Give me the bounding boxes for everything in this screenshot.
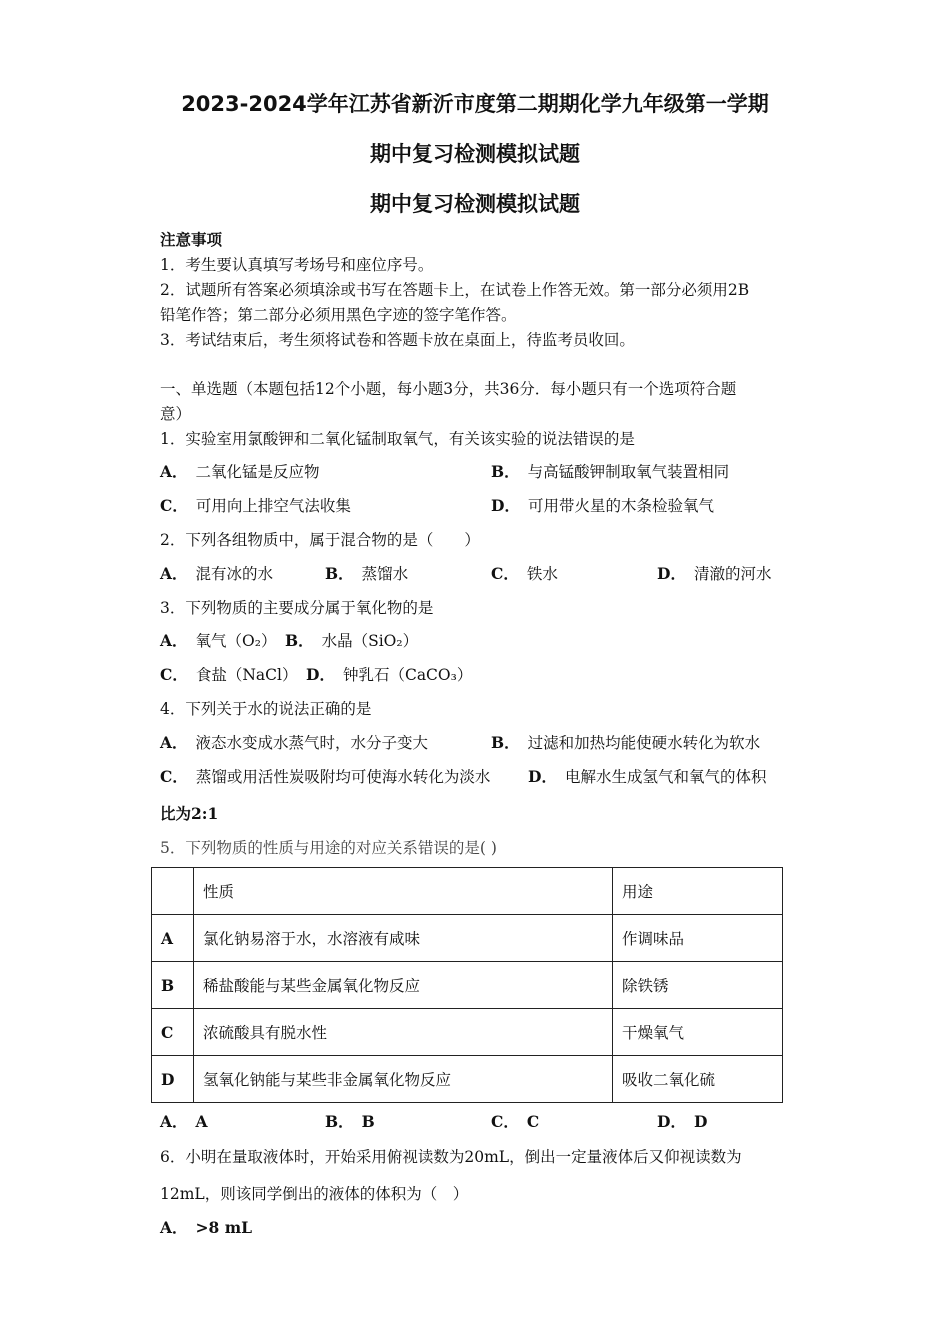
q5-option-c: C． C	[491, 1112, 540, 1131]
q4-option-b: B． 过滤和加热均能使硬水转化为软水	[491, 733, 761, 752]
table-row	[152, 915, 783, 962]
q3-option-c: C． 食盐（NaCl）	[160, 665, 298, 684]
section-heading-cont: 意）	[160, 405, 192, 423]
q5-option-b: B． B	[325, 1112, 375, 1131]
q6-option-a: A． >8 mL	[160, 1218, 252, 1237]
table-header-row	[152, 868, 783, 915]
q1-option-b: B． 与高锰酸钾制取氧气装置相同	[491, 462, 730, 481]
table-row	[152, 962, 783, 1009]
question-6-stem: 6．小明在量取液体时，开始采用俯视读数为20mL，倒出一定量液体后又仰视读数为	[160, 1148, 742, 1166]
table-header-cell: 用途	[613, 868, 783, 915]
table-header-cell	[152, 868, 194, 915]
table-cell: D	[152, 1056, 194, 1103]
question-5-stem: 5．下列物质的性质与用途的对应关系错误的是( )	[160, 839, 497, 857]
q3-option-a: A． 氧气（O₂）	[160, 631, 277, 650]
q2-option-c: C． 铁水	[491, 564, 558, 583]
question-2-stem: 2．下列各组物质中，属于混合物的是（ ）	[160, 531, 480, 549]
notes-item: 2．试题所有答案必须填涂或书写在答题卡上，在试卷上作答无效。第一部分必须用2B	[160, 281, 750, 299]
q4-option-a: A． 液态水变成水蒸气时，水分子变大	[160, 733, 429, 752]
table-cell: 作调味品	[613, 915, 783, 962]
notes-item: 3．考试结束后，考生须将试卷和答题卡放在桌面上，待监考员收回。	[160, 331, 635, 349]
q1-option-c: C． 可用向上排空气法收集	[160, 496, 351, 515]
q5-option-a: A． A	[160, 1112, 208, 1131]
page-title: 2023-2024学年江苏省新沂市度第二期期化学九年级第一学期	[181, 92, 769, 116]
q2-option-b: B． 蒸馏水	[325, 564, 409, 583]
q4-option-d: D． 电解水生成氢气和氧气的体积	[528, 767, 767, 786]
table-cell: 稀盐酸能与某些金属氧化物反应	[194, 962, 613, 1009]
page-subtitle-repeat: 期中复习检测模拟试题	[370, 192, 580, 216]
question-6-stem-cont: 12mL，则该同学倒出的液体的体积为（ ）	[160, 1185, 469, 1203]
table-cell: 吸收二氧化硫	[613, 1056, 783, 1103]
table-cell: 除铁锈	[613, 962, 783, 1009]
q4-option-d-continuation: 比为2:1	[160, 804, 219, 823]
page-subtitle: 期中复习检测模拟试题	[370, 142, 580, 166]
notes-heading: 注意事项	[160, 230, 223, 249]
q2-option-a: A． 混有冰的水	[160, 564, 274, 583]
table-row	[152, 1009, 783, 1056]
table-cell: 氯化钠易溶于水，水溶液有咸味	[194, 915, 613, 962]
question-3-stem: 3．下列物质的主要成分属于氧化物的是	[160, 599, 434, 617]
table-cell: A	[152, 915, 194, 962]
table-cell: C	[152, 1009, 194, 1056]
q5-option-d: D． D	[657, 1112, 708, 1131]
table-row	[152, 1056, 783, 1103]
table-cell: B	[152, 962, 194, 1009]
q5-table	[151, 867, 783, 1103]
table-cell: 氢氧化钠能与某些非金属氧化物反应	[194, 1056, 613, 1103]
table-cell: 干燥氧气	[613, 1009, 783, 1056]
question-4-stem: 4．下列关于水的说法正确的是	[160, 700, 372, 718]
q3-option-b: B． 水晶（SiO₂）	[285, 631, 419, 650]
table-header-cell: 性质	[194, 868, 613, 915]
q1-option-a: A． 二氧化锰是反应物	[160, 462, 320, 481]
notes-item: 1．考生要认真填写考场号和座位序号。	[160, 256, 434, 274]
q4-option-c: C． 蒸馏或用活性炭吸附均可使海水转化为淡水	[160, 767, 491, 786]
notes-item: 铅笔作答；第二部分必须用黑色字迹的签字笔作答。	[160, 306, 517, 324]
question-1-stem: 1．实验室用氯酸钾和二氧化锰制取氧气，有关该实验的说法错误的是	[160, 430, 635, 448]
table-cell: 浓硫酸具有脱水性	[194, 1009, 613, 1056]
q2-option-d: D． 清澈的河水	[657, 564, 772, 583]
section-heading: 一、单选题（本题包括12个小题，每小题3分，共36分．每小题只有一个选项符合题	[160, 380, 737, 398]
q1-option-d: D． 可用带火星的木条检验氧气	[491, 496, 714, 515]
q3-option-d: D． 钟乳石（CaCO₃）	[306, 665, 473, 684]
